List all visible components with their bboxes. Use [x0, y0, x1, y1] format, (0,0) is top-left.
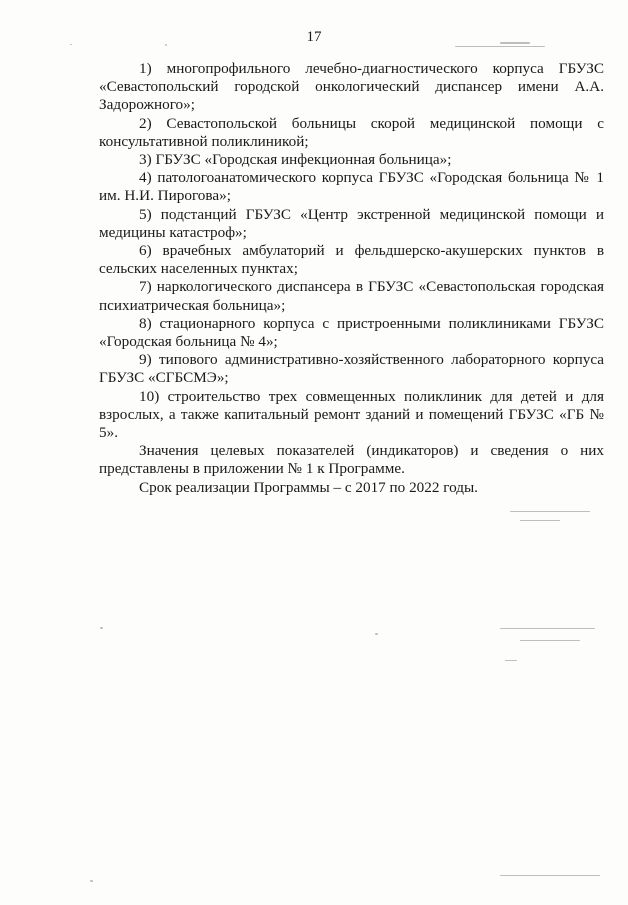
scan-speck: [500, 42, 530, 44]
scan-speck: [70, 44, 72, 45]
document-body: [99, 60, 604, 497]
scan-speck: [500, 875, 600, 876]
list-item-4: 4) патологоанатомического корпуса ГБУЗС «Городская больница № 1 им. Н.И. Пирогова»;: [99, 169, 604, 205]
list-item-5: 5) подстанций ГБУЗС «Центр экстренной медицинской помощи и медицины катастроф»;: [99, 205, 604, 241]
list-item-10: 10) строительство трех совмещенных поликлиник для детей и для взрослых, а также капитальный ремонт зданий и помещений ГБУЗС «ГБ № 5».: [99, 387, 604, 442]
list-item-7: 7) наркологического диспансера в ГБУЗС «Севастопольская городская психиатрическая больница»;: [99, 278, 604, 314]
scan-speck: [165, 44, 167, 46]
indicators-note: Значения целевых показателей (индикаторов) и сведения о них представлены в приложении № 1 к Программе.: [99, 442, 604, 478]
list-item-6: 6) врачебных амбулаторий и фельдшерско-акушерских пунктов в сельских населенных пунктах;: [99, 242, 604, 278]
list-item-8: 8) стационарного корпуса с пристроенными поликлиниками ГБУЗС «Городская больница № 4»;: [99, 314, 604, 351]
scan-speck: [90, 880, 93, 882]
page-number: 17: [306, 29, 322, 45]
scan-speck: [455, 46, 545, 47]
scan-speck: [505, 660, 517, 661]
program-term: Срок реализации Программы – с 2017 по 2022 годы.: [139, 478, 478, 496]
scan-speck: [510, 511, 590, 512]
scan-speck: [520, 520, 560, 521]
scan-speck: [500, 628, 595, 629]
list-item-9: 9) типового административно-хозяйственного лабораторного корпуса ГБУЗС «СГБСМЭ»;: [99, 351, 604, 387]
scan-speck: [100, 627, 103, 629]
list-item-1: 1) многопрофильного лечебно-диагностического корпуса ГБУЗС «Севастопольский городской онкологический диспансер имени А.А. Задорожного»;: [99, 60, 604, 114]
scan-speck: [520, 640, 580, 641]
list-item-3: 3) ГБУЗС «Городская инфекционная больница»;: [139, 151, 452, 169]
list-item-2: 2) Севастопольской больницы скорой медицинской помощи с консультативной поликлиникой;: [99, 114, 604, 150]
scan-speck: [375, 633, 378, 635]
